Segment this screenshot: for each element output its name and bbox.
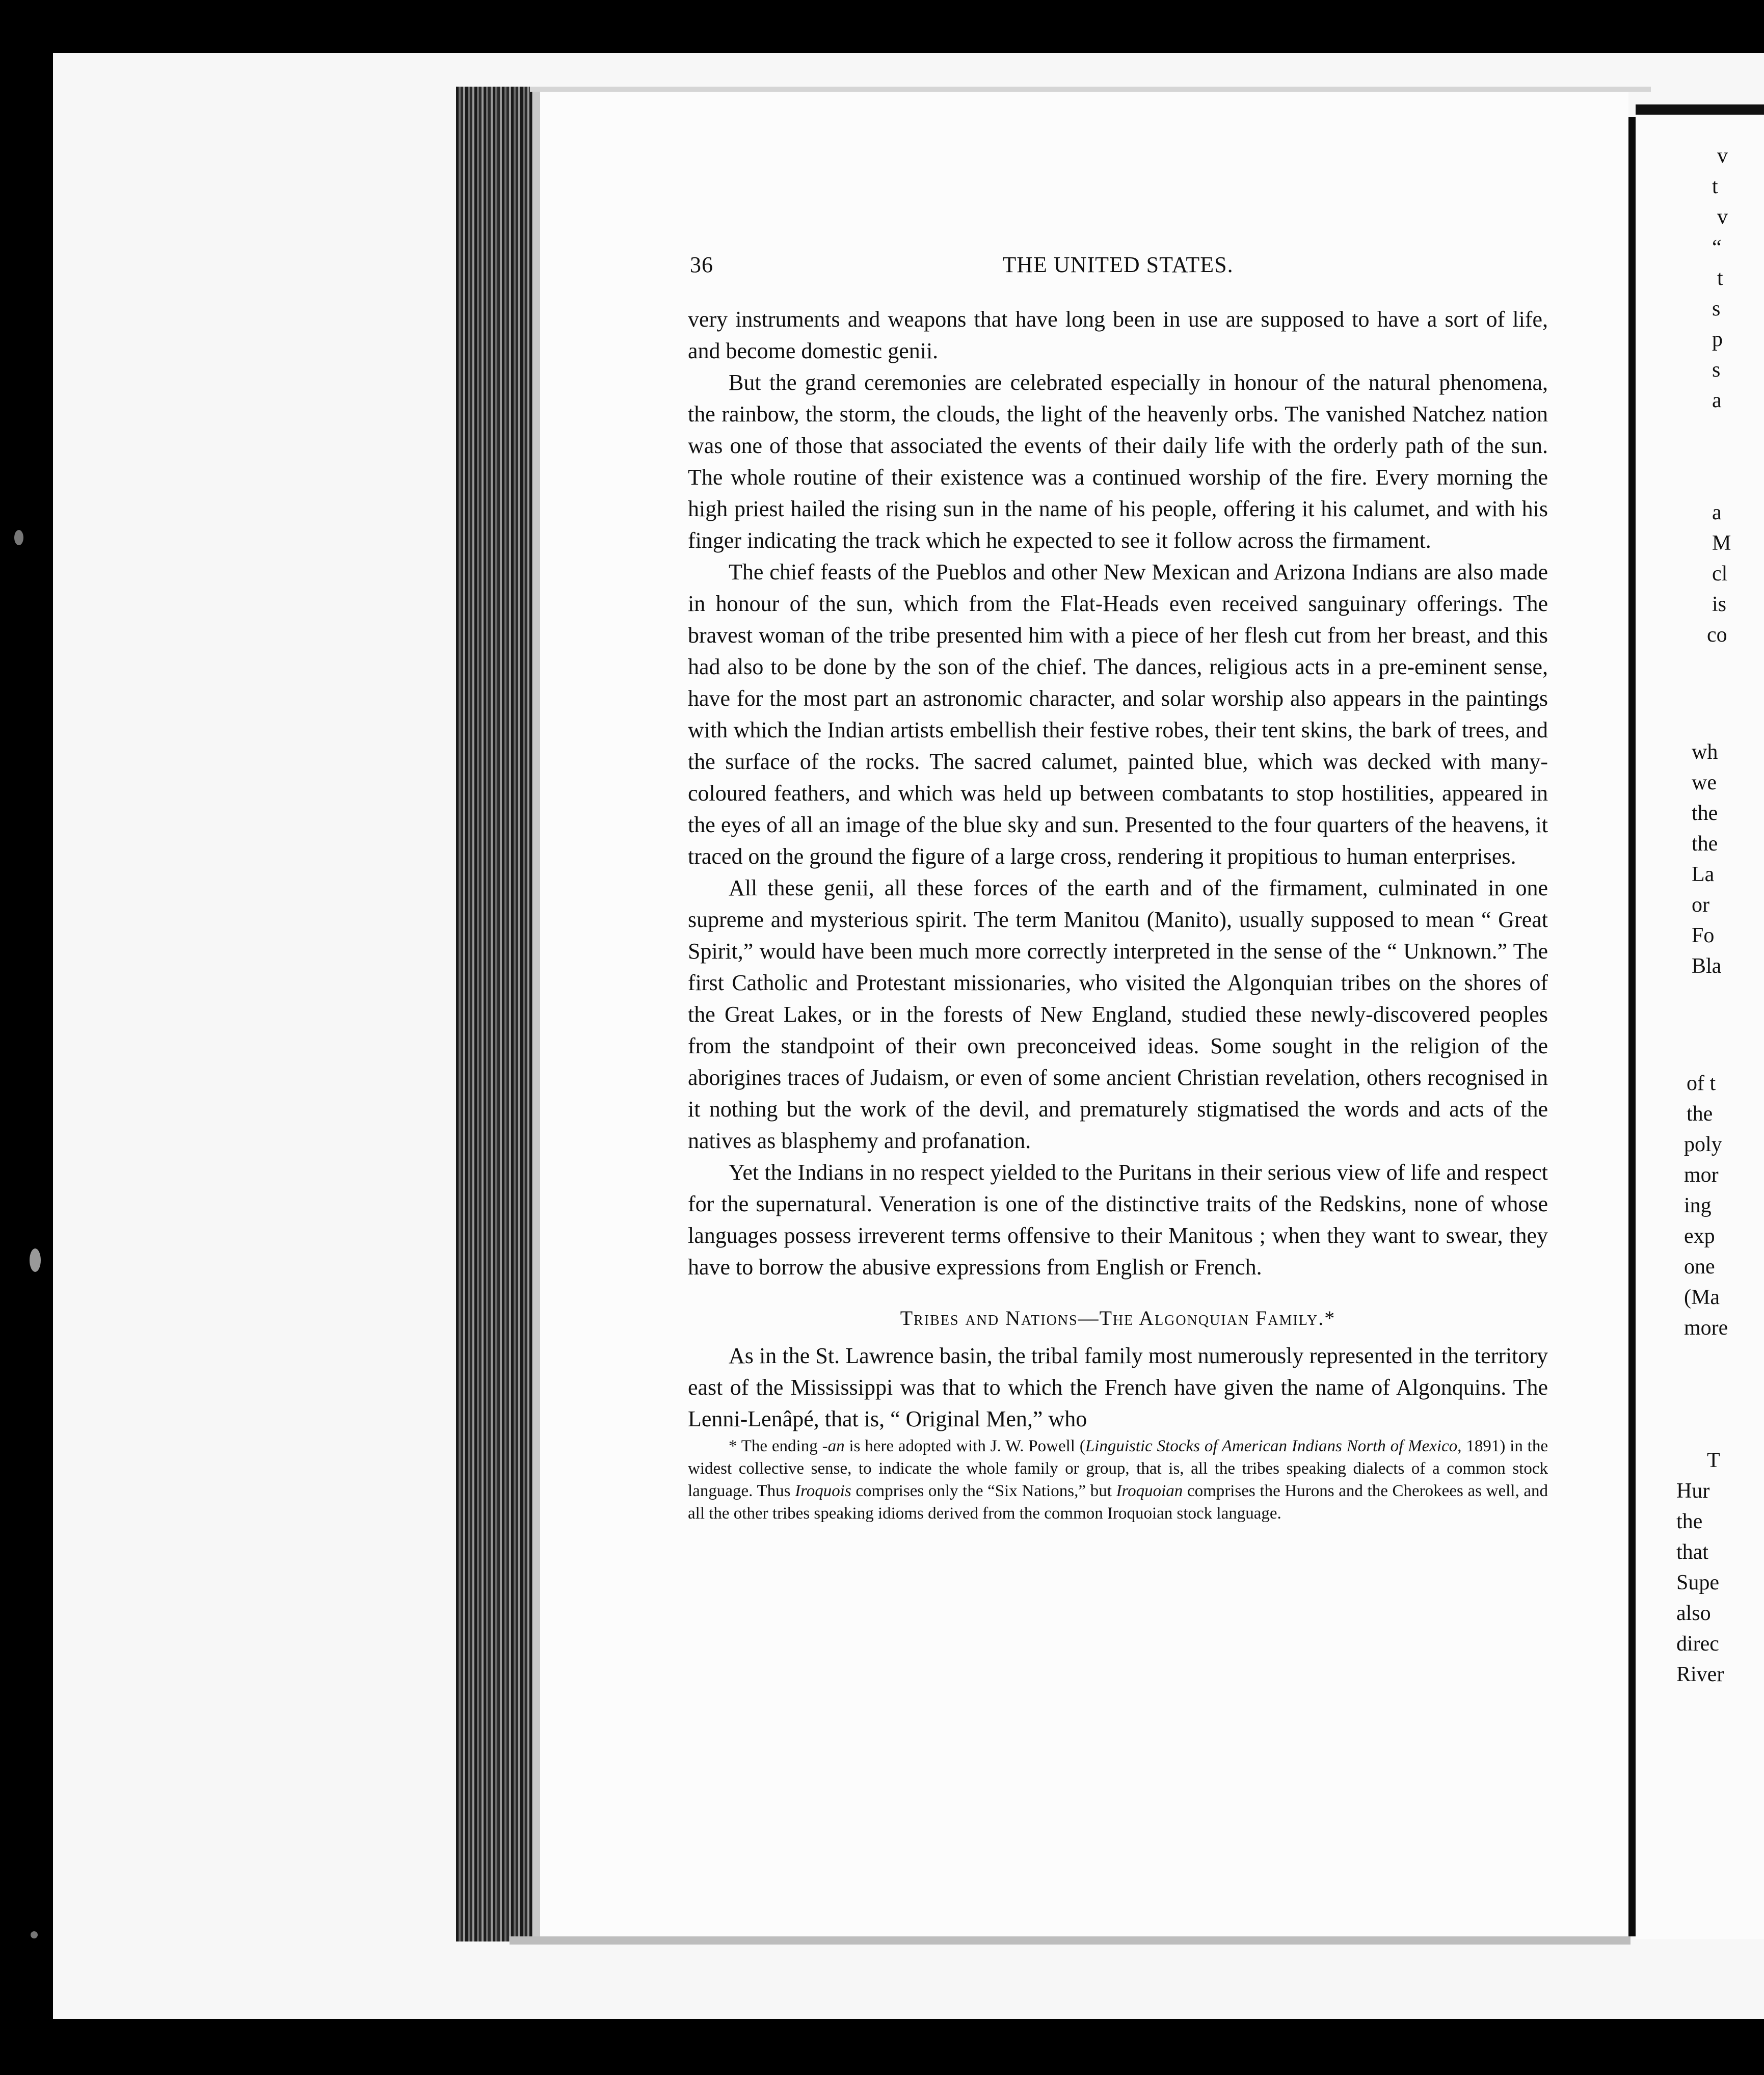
next-page-text-fragment: t — [1717, 267, 1723, 290]
next-page-text-fragment: La — [1692, 863, 1715, 886]
next-page-text-fragment: s — [1712, 358, 1721, 382]
running-head: THE UNITED STATES. — [1002, 252, 1234, 277]
paragraph: All these genii, all these forces of the earth and of the firmament, culminated in one supreme and mysterious spirit. The term Manitou (Manito), usually supposed to mean “ Great Spirit,” would have been much more correctly interpreted in the sense of the “ Unknown.” The first Catholic and Protestant missionaries, who visited the Algonquian tribes on the shores of the Great Lakes, or in the forests of New England, studied these newly-discovered peoples from the standpoint of their own preconceived ideas. Some sought in the religion of the aborigines traces of Judaism, or even of some ancient Christian revelation, others recognised in it nothing but the work of the devil, and prematurely stigmatised the words and acts of the natives as blasphemy and profanation. — [688, 875, 1548, 1153]
scan-speck — [30, 1248, 41, 1272]
next-page-text-fragment: poly — [1684, 1133, 1722, 1156]
paragraph: But the grand ceremonies are celebrated especially in honour of the natural phenomena, the rainbow, the storm, the clouds, the light of the heavenly orbs. The vanished Natchez nation was one of those that associated the events of their daily life with the orderly path of the sun. The whole routine of their existence was a continued worship of the fire. Every morning the high priest hailed the rising sun in the name of his people, offering it his calumet, and with his finger indicating the track which he expected to see it follow across the firmament. — [688, 370, 1548, 553]
next-page-text-fragment: Bla — [1692, 954, 1722, 978]
page-number: 36 — [690, 252, 713, 277]
next-page-text-fragment: a — [1712, 501, 1722, 524]
next-page-text-fragment: exp — [1684, 1225, 1715, 1248]
right-page-fragment — [1636, 115, 1764, 1939]
next-page-text-fragment: also — [1676, 1602, 1711, 1625]
next-page-text-fragment: one — [1684, 1255, 1715, 1279]
scan-speck — [14, 530, 23, 545]
next-page-text-fragment: M — [1712, 531, 1731, 555]
next-page-text-fragment: mor — [1684, 1163, 1719, 1187]
next-page-text-fragment: River — [1676, 1663, 1724, 1686]
paragraph: very instruments and weapons that have long been in use are supposed to have a sort of life, and become domestic genii. — [688, 307, 1548, 363]
page-bottom-edge — [510, 1936, 1631, 1945]
body-text — [688, 304, 1548, 1525]
next-page-text-fragment: wh — [1692, 740, 1718, 764]
next-page-text-fragment: T — [1707, 1449, 1720, 1472]
next-page-text-fragment: of t — [1687, 1072, 1716, 1095]
page-top-edge — [530, 87, 1651, 92]
next-page-text-fragment: that — [1676, 1540, 1708, 1564]
next-page-text-fragment: the — [1692, 802, 1718, 825]
paragraph: The chief feasts of the Pueblos and other New Mexican and Arizona Indians are also made in honour of the sun, which from the Flat-Heads even received sanguinary offerings. The bravest woman of the tribe presented him with a piece of her flesh cut from her breast, and this had also to be done by the son of the chief. The dances, religious acts in a pre-eminent sense, have for the most part an astronomic character, and solar worship also appears in the paintings with which the Indian artists embellish their festive robes, their tent skins, the bark of trees, and the surface of the rocks. The sacred calumet, painted blue, which was decked with many-coloured feathers, and which was held up between combatants to stop hostilities, appeared in the eyes of all an image of the blue sky and sun. Presented to the four quarters of the heavens, it traced on the ground the figure of a large cross, rendering it propitious to human enterprises. — [688, 560, 1548, 869]
next-page-text-fragment: (Ma — [1684, 1286, 1720, 1309]
next-page-top-edge — [1636, 104, 1764, 115]
next-page-text-fragment: is — [1712, 593, 1727, 616]
next-page-text-fragment: or — [1692, 893, 1709, 917]
scan-speck — [31, 1931, 38, 1938]
next-page-text-fragment: cl — [1712, 562, 1728, 586]
next-page-text-fragment: Hur — [1676, 1479, 1710, 1503]
next-page-text-fragment: ing — [1684, 1194, 1712, 1217]
book-spine — [456, 87, 532, 1941]
next-page-text-fragment: v — [1717, 205, 1728, 229]
next-page-text-fragment: more — [1684, 1316, 1728, 1340]
next-page-text-fragment: p — [1712, 328, 1723, 351]
next-page-text-fragment: “ — [1712, 236, 1722, 259]
next-page-text-fragment: Fo — [1692, 924, 1715, 947]
next-page-text-fragment: t — [1712, 175, 1718, 198]
next-page-text-fragment: we — [1692, 771, 1717, 794]
next-page-text-fragment: direc — [1676, 1632, 1719, 1656]
next-page-text-fragment: a — [1712, 389, 1722, 412]
next-page-text-fragment: the — [1692, 832, 1718, 856]
page-gutter-divider — [1628, 117, 1636, 1936]
next-page-text-fragment: Supe — [1676, 1571, 1719, 1594]
next-page-text-fragment: the — [1676, 1510, 1703, 1533]
next-page-text-fragment: v — [1717, 144, 1728, 168]
next-page-text-fragment: co — [1707, 623, 1727, 647]
paragraph: As in the St. Lawrence basin, the tribal family most numerously represented in the territory east of the Mississippi was that to which the French have given the name of Algonquins. The Lenni-Lenâpé, that is, “ Original Men,” who — [688, 1343, 1548, 1431]
next-page-text-fragment: the — [1687, 1102, 1713, 1126]
section-heading: Tribes and Nations—The Algonquian Family.* — [900, 1307, 1336, 1329]
paragraph: Yet the Indians in no respect yielded to the Puritans in their serious view of life and respect for the supernatural. Veneration is one of the distinctive traits of the Redskins, none of whose languages possess irreverent terms offensive to their Manitous ; when they want to swear, they have to borrow the abusive expressions from English or French. — [688, 1160, 1548, 1280]
footnote: * The ending -an is here adopted with J. W. Powell (Linguistic Stocks of American Indians North of Mexico, 1891) in the widest collective sense, to indicate the whole family or group, that is, all the tribes speaking dialects of a common stock language. Thus Iroquois comprises only the “Six Nations,” but Iroquoian comprises the Hurons and the Cherokees as well, and all the other tribes speaking idioms derived from the common Iroquoian stock language. — [688, 1437, 1548, 1523]
page-header — [690, 252, 1546, 282]
next-page-text-fragment: s — [1712, 297, 1721, 321]
